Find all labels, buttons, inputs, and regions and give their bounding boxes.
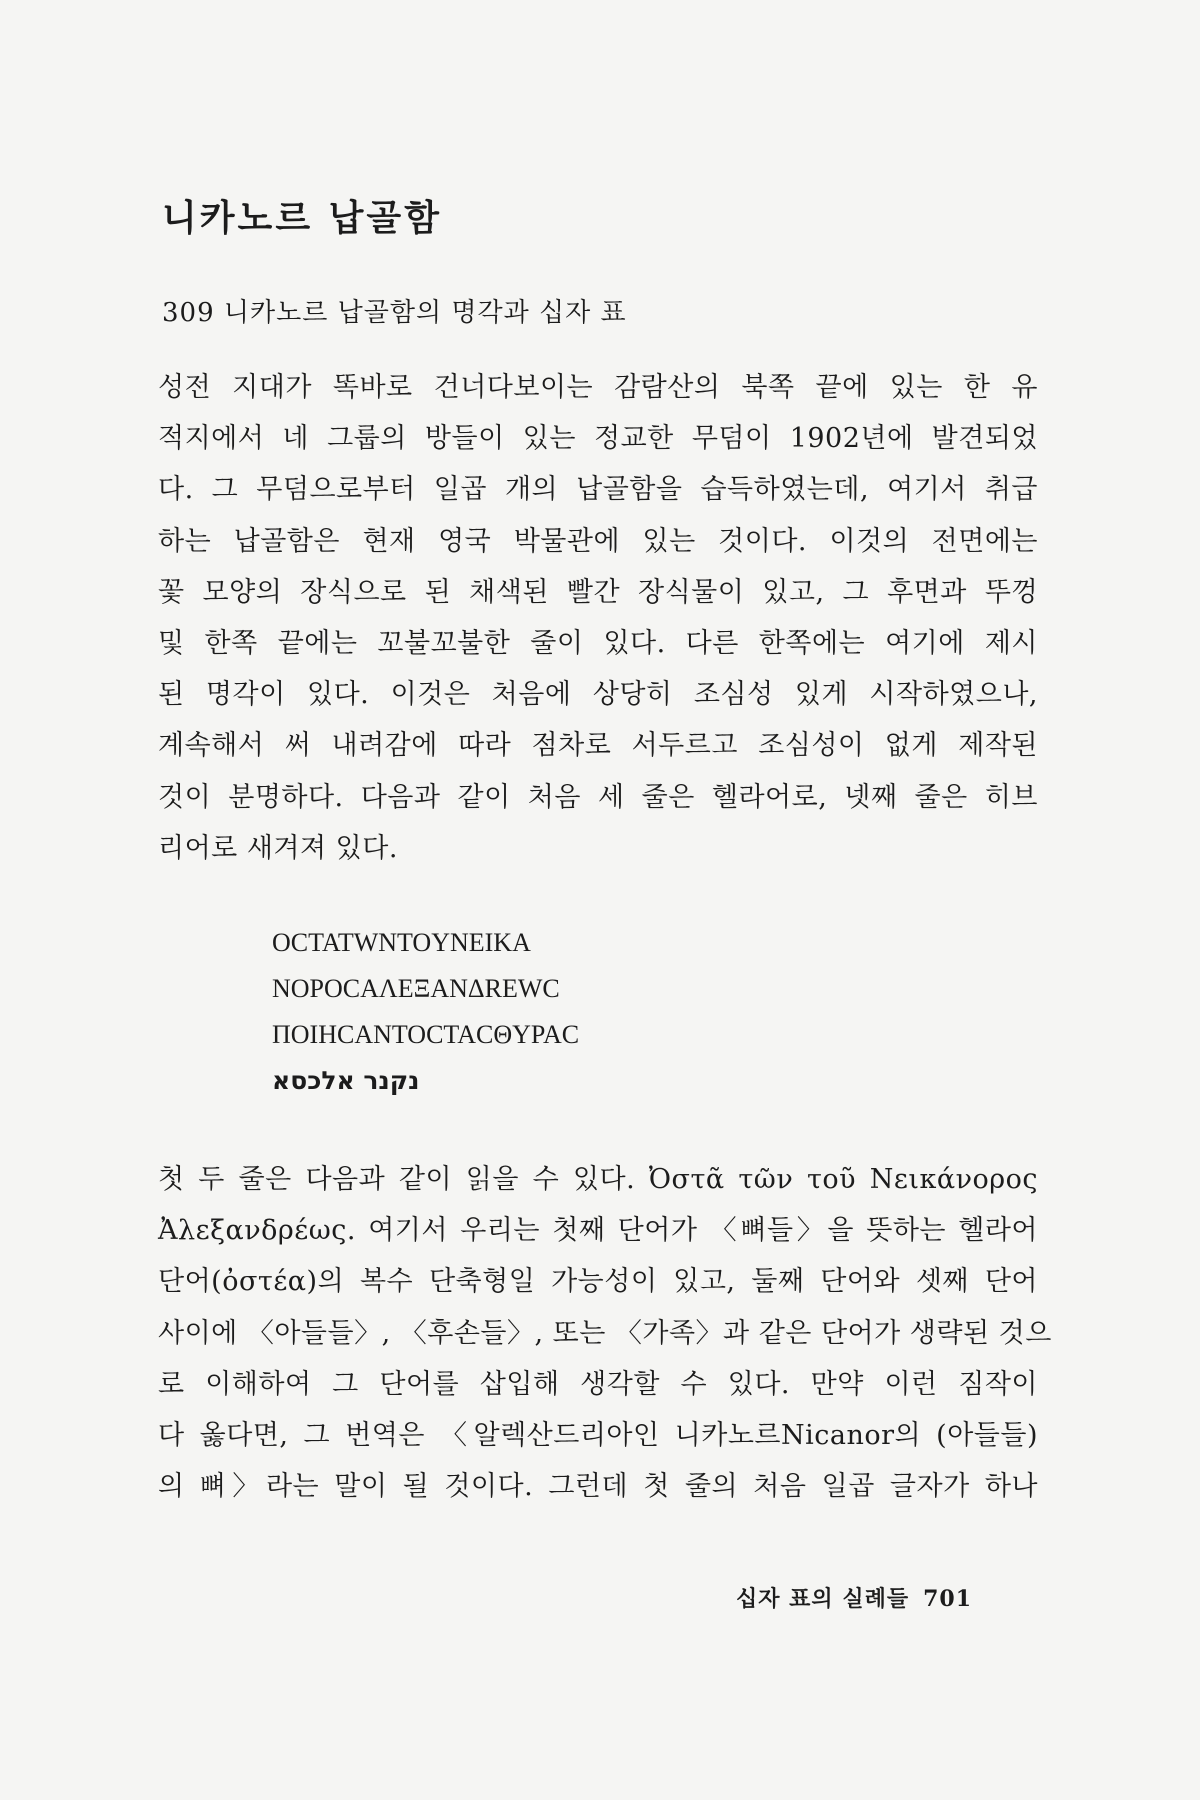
text-line: 및 한쪽 끝에는 꼬불꼬불한 줄이 있다. 다른 한쪽에는 여기에 제시: [158, 628, 1038, 660]
text-line: 적지에서 네 그룹의 방들이 있는 정교한 무덤이 1902년에 발견되었: [158, 423, 1038, 455]
text-line: 다 옳다면, 그 번역은 〈알렉산드리아인 니카노르Nicanor의 (아들들): [158, 1420, 1038, 1452]
inscription-line-greek: ΠOIHCANTOCTACΘYPAC: [272, 1020, 580, 1049]
body-paragraph-1: [158, 362, 1038, 874]
page-number: 701: [923, 1586, 973, 1612]
text-line: 다. 그 무덤으로부터 일곱 개의 납골함을 습득하였는데, 여기서 취급: [158, 474, 1038, 506]
figure-caption: 309 니카노르 납골함의 명각과 십자 표: [162, 298, 627, 328]
inscription-line-greek: NOPOCAΛEΞANΔREWC: [272, 974, 560, 1003]
text-line: 단어(ὀστέα)의 복수 단축형일 가능성이 있고, 둘째 단어와 셋째 단어: [158, 1266, 1038, 1298]
text-line: 성전 지대가 똑바로 건너다보이는 감람산의 북쪽 끝에 있는 한 유: [158, 372, 1038, 403]
footer-section-title: 십자 표의 실례들: [736, 1586, 910, 1612]
text-line: 첫 두 줄은 다음과 같이 읽을 수 있다. Ὀστᾶ τῶν τοῦ Νεικάνορος: [158, 1164, 1038, 1195]
text-line: 것이 분명하다. 다음과 같이 처음 세 줄은 헬라어로, 넷째 줄은 히브: [158, 781, 1038, 813]
inscription-line-hebrew: נקנר אלכסא: [272, 1066, 420, 1095]
text-line: 된 명각이 있다. 이것은 처음에 상당히 조심성 있게 시작하였으나,: [158, 679, 1038, 711]
section-title: 니카노르 납골함: [162, 197, 442, 239]
body-paragraph-2: [158, 1154, 1052, 1512]
text-line: 계속해서 써 내려감에 따라 점차로 서두르고 조심성이 없게 제작된: [158, 730, 1038, 762]
running-footer: [736, 1582, 972, 1613]
text-line: Ἀλεξανδρέως. 여기서 우리는 첫째 단어가 〈뼈들〉을 뜻하는 헬라어: [158, 1215, 1038, 1247]
text-line: 로 이해하여 그 단어를 삽입해 생각할 수 있다. 만약 이런 짐작이: [158, 1368, 1038, 1400]
text-line: 의 뼈〉라는 말이 될 것이다. 그런데 첫 줄의 처음 일곱 글자가 하나: [158, 1471, 1038, 1503]
text-line: 사이에 〈아들들〉, 〈후손들〉, 또는 〈가족〉과 같은 단어가 생략된 것으: [158, 1317, 1052, 1349]
inscription-block: [272, 920, 579, 1104]
text-line: 하는 납골함은 현재 영국 박물관에 있는 것이다. 이것의 전면에는: [158, 525, 1038, 557]
text-line: 꽃 모양의 장식으로 된 채색된 빨간 장식물이 있고, 그 후면과 뚜껑: [158, 576, 1038, 608]
text-line: 리어로 새겨져 있다.: [158, 832, 398, 864]
inscription-line-greek: OCTATWNTOYNEIKA: [272, 928, 531, 957]
